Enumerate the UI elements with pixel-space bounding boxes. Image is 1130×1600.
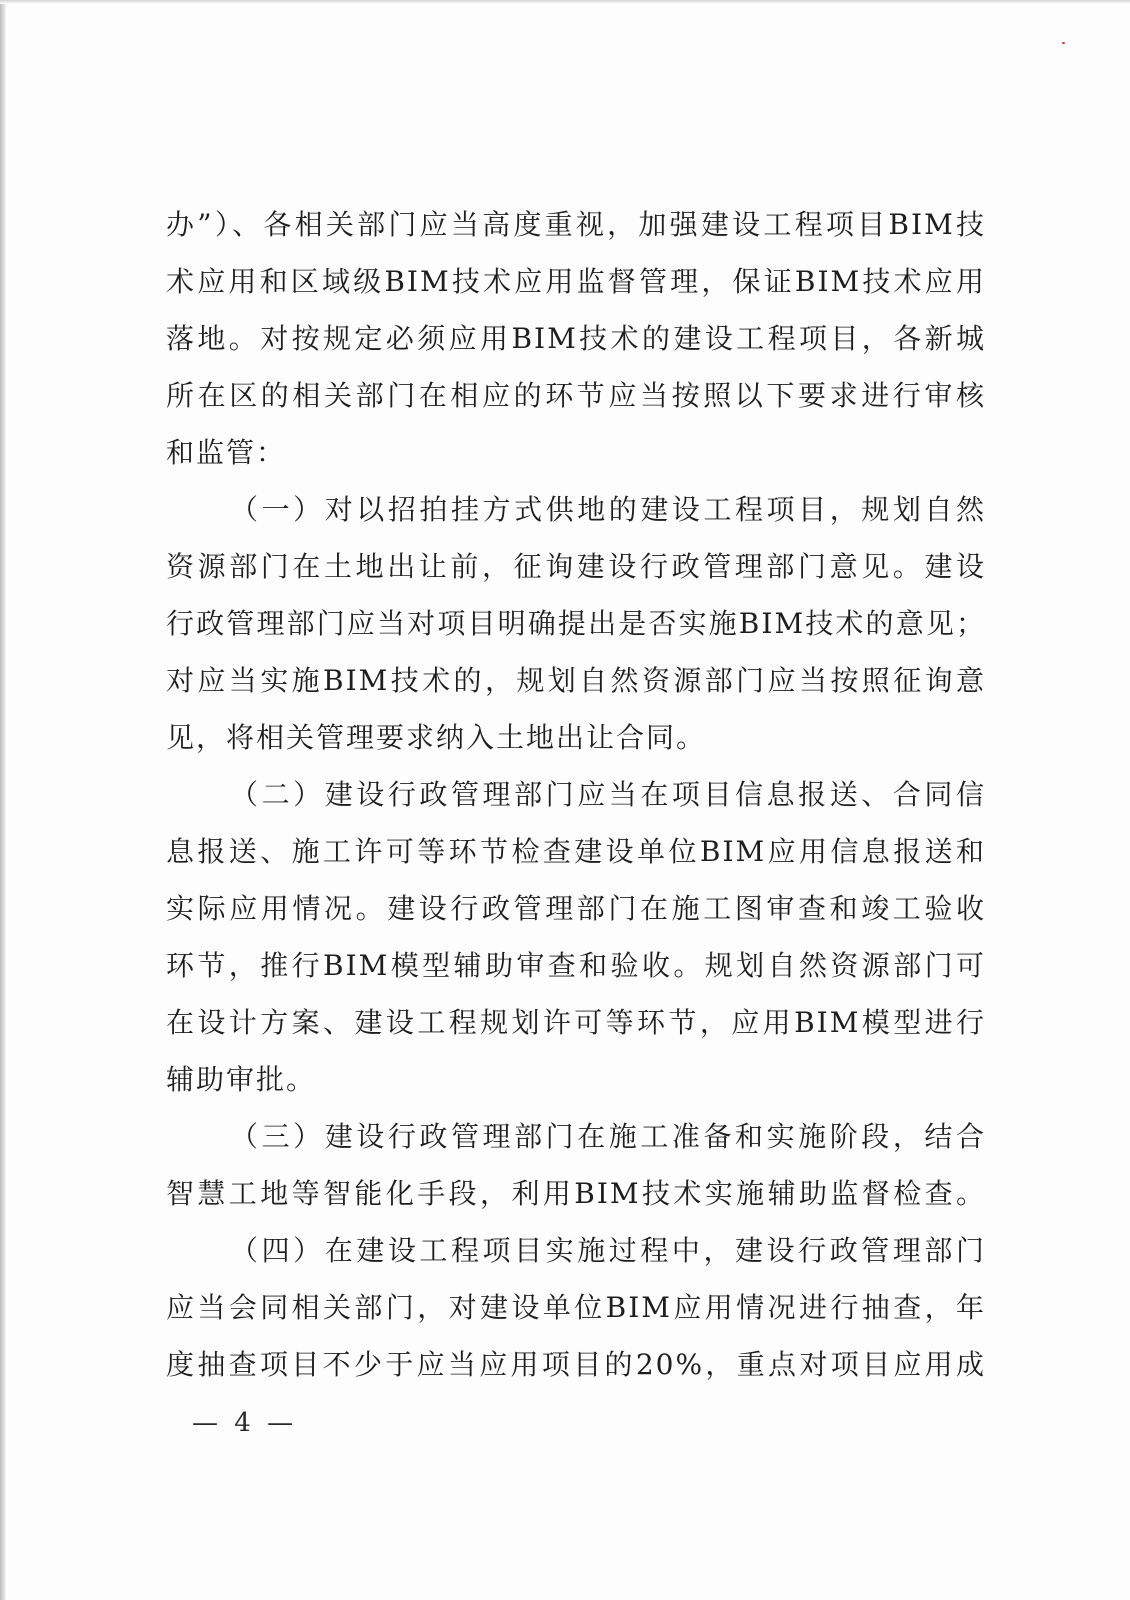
text-line: 环节，推行BIM模型辅助审查和验收。规划自然资源部门可: [166, 949, 986, 982]
text-line: 应当会同相关部门，对建设单位BIM应用情况进行抽查，年: [166, 1291, 986, 1324]
text-line: 辅助审批。: [166, 1063, 317, 1096]
text-line: 所在区的相关部门在相应的环节应当按照以下要求进行审核: [166, 379, 986, 412]
paragraph-3-heading-line: （三）建设行政管理部门在施工准备和实施阶段，结合: [230, 1120, 986, 1153]
paragraph-1-heading-line: （一）对以招拍挂方式供地的建设工程项目，规划自然: [230, 493, 986, 526]
text-line: 息报送、施工许可等环节检查建设单位BIM应用信息报送和: [166, 835, 986, 868]
text-line: 落地。对按规定必须应用BIM技术的建设工程项目，各新城: [166, 322, 986, 355]
text-line: 资源部门在土地出让前，征询建设行政管理部门意见。建设: [166, 550, 986, 583]
scan-shadow-top: [0, 0, 1130, 4]
text-line: 办”）、各相关部门应当高度重视，加强建设工程项目BIM技: [166, 208, 986, 241]
scan-shadow-left: [0, 0, 6, 1600]
text-line: 实际应用情况。建设行政管理部门在施工图审查和竣工验收: [166, 892, 986, 925]
text-line: 和监管：: [166, 436, 287, 469]
text-line: 行政管理部门应当对项目明确提出是否实施BIM技术的意见；: [166, 607, 986, 640]
paragraph-4-heading-line: （四）在建设工程项目实施过程中，建设行政管理部门: [230, 1234, 986, 1267]
text-line: 度抽查项目不少于应当应用项目的20%，重点对项目应用成: [166, 1348, 986, 1381]
text-line: 在设计方案、建设工程规划许可等环节，应用BIM模型进行: [166, 1006, 986, 1039]
paragraph-2-heading-line: （二）建设行政管理部门应当在项目信息报送、合同信: [230, 778, 986, 811]
text-line: 见，将相关管理要求纳入土地出让合同。: [166, 721, 707, 754]
body-text: [166, 196, 986, 1393]
scan-speck: [1062, 42, 1065, 44]
text-line: 智慧工地等智能化手段，利用BIM技术实施辅助监督检查。: [166, 1177, 986, 1210]
text-line: 术应用和区域级BIM技术应用监督管理，保证BIM技术应用: [166, 265, 986, 298]
text-line: 对应当实施BIM技术的，规划自然资源部门应当按照征询意: [166, 664, 986, 697]
page-number: — 4 —: [192, 1408, 298, 1438]
